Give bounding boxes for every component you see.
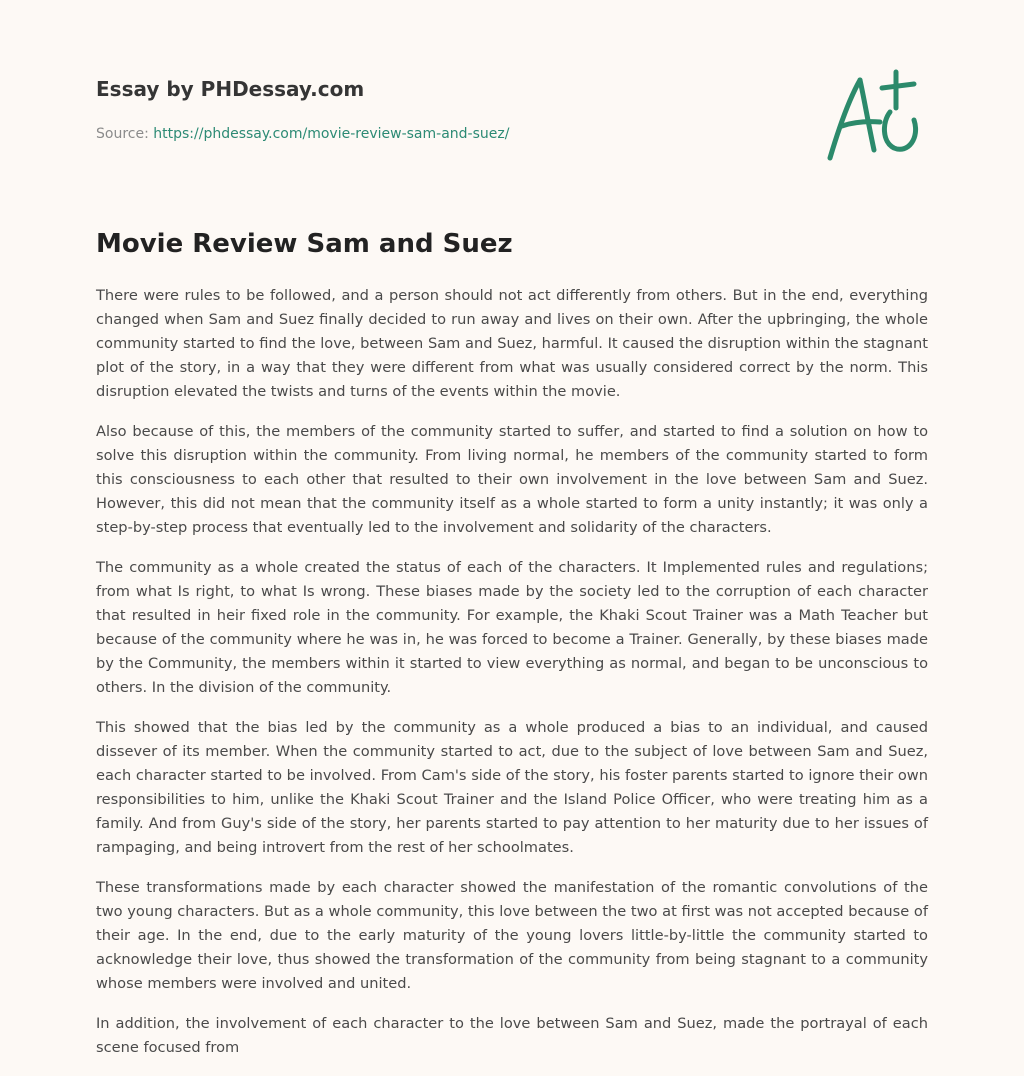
paragraph: Also because of this, the members of the community started to suffer, and started to find a solution on how to solve this disruption within the community. From living normal, he members of the community started to form this consciousness to each other that resulted to their own involvement in the love between Sam and Suez. However, this did not mean that the community itself as a whole started to form a unity instantly; it was only a step-by-step process that eventually led to the involvement and solidarity of the characters. [96, 423, 928, 536]
paragraph: The community as a whole created the status of each of the characters. It Implemented rules and regulations; from what Is right, to what Is wrong. These biases made by the society led to the corruption of each character that resulted in heir fixed role in the community. For example, the Khaki Scout Trainer was a Math Teacher but because of the community where he was in, he was forced to become a Trainer. Generally, by these biases made by the Community, the members within it started to view everything as normal, and began to be unconscious to others. In the division of the community. [96, 559, 928, 696]
site-title: Essay by PHDessay.com [96, 77, 365, 101]
paragraph: These transformations made by each character showed the manifestation of the romantic convolutions of the two young characters. But as a whole community, this love between the two at first was not accepted because of their age. In the end, due to the early maturity of the young lovers little-by-little the community started to acknowledge their love, thus showed the transformation of the community from being stagnant to a community whose members were involved and united. [96, 879, 928, 992]
article-body [96, 284, 928, 1076]
a-plus-logo-icon [820, 66, 930, 166]
source-link[interactable]: https://phdessay.com/movie-review-sam-and-suez/ [153, 126, 510, 142]
paragraph: This showed that the bias led by the community as a whole produced a bias to an individual, and caused dissever of its member. When the community started to act, due to the subject of love between Sam and Suez, each character started to be involved. From Cam's side of the story, his foster parents started to ignore their own responsibilities to him, unlike the Khaki Scout Trainer and the Island Police Officer, who were treating him as a family. And from Guy's side of the story, her parents started to pay attention to her maturity due to her issues of rampaging, and being introvert from the rest of her schoolmates. [96, 719, 928, 856]
source-line [96, 124, 796, 144]
source-label: Source: [96, 126, 149, 142]
paragraph: There were rules to be followed, and a person should not act differently from others. But in the end, everything changed when Sam and Suez finally decided to run away and lives on their own. After the upbringing, the whole community started to find the love, between Sam and Suez, harmful. It caused the disruption within the stagnant plot of the story, in a way that they were different from what was usually considered correct by the norm. This disruption elevated the twists and turns of the events within the movie. [96, 287, 928, 400]
paragraph: In addition, the involvement of each character to the love between Sam and Suez, made the portrayal of each scene focused from [96, 1015, 928, 1056]
header [96, 74, 796, 144]
article-title: Movie Review Sam and Suez [96, 229, 513, 259]
